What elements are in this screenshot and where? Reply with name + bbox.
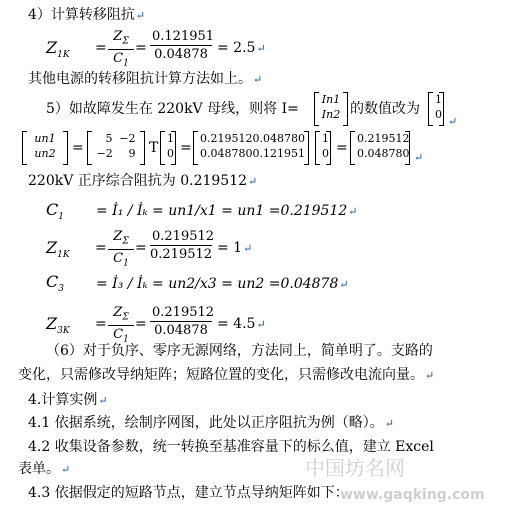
matrix-admittance: 5 −2 −2 9 [87,131,145,165]
section-4-3: 4.3 依据假定的短路节点，建立节点导纳矩阵如下： [28,485,349,501]
vector-un: un1 un2 [22,131,68,165]
vector-new: 1 0 [428,92,444,126]
equals-sign: = [95,40,107,56]
equals-sign: = [95,240,107,256]
section-4-heading: 4）计算转移阻抗↵ [28,7,146,23]
transpose-mark: T [149,140,159,156]
vector-unit-2: 1 0 [315,131,331,165]
formula-lhs: $Z_{1K}$ [46,38,70,61]
section-5-text-b: 的数值改为 [350,101,420,117]
formula-result: = 4.5↵ [217,316,266,332]
formula-rhs: = İ₃ / İₖ = un2/x3 = un2 =0.04878↵ [96,276,349,292]
formula-lhs: $C_3$ [46,272,64,295]
section-4-1: 4.1 依据系统，绘制序网图，此处以正序阻抗为例（略）。↵ [28,415,394,431]
equals-sign: = [135,240,147,256]
fraction-symbolic: $Z_\Sigma$ $C_1$ [108,230,134,268]
vector-result: 0.219512 0.048780 [350,131,410,165]
paragraph-220kv: 220kV 正序综合阻抗为 0.219512↵ [28,173,258,189]
watermark-url: www.gaqking.com [340,487,485,503]
vector-In: In1 In2 [314,92,348,126]
fraction-numeric: 0.219512 0.219512 [150,229,215,262]
fraction-numeric: 0.219512 0.04878 [152,305,215,338]
heading-calc-example: 4.计算实例↵ [28,392,108,408]
equals-sign: = [72,140,84,156]
fraction-numeric: 0.121951 0.04878 [152,29,215,62]
equals-sign: = [180,140,192,156]
section-5-text-a: 5）如故障发生在 220kV 母线，则将 I= [46,101,299,117]
formula-rhs: = İ₁ / İₖ = un1/x1 = un1 =0.219512↵ [96,203,358,219]
fraction-symbolic: $Z_\Sigma$ $C_1$ [108,306,134,344]
paragraph-6-line2: 变化，只需修改导纳矩阵；短路位置的变化，只需修改电流向量。↵ [18,367,435,383]
equals-sign: = [336,140,348,156]
equals-sign: = [135,316,147,332]
vector-unit-1: 1 0 [160,131,176,165]
section-4-2-line2: 表单。↵ [18,461,71,477]
equals-sign: = [135,40,147,56]
equals-sign: = [95,316,107,332]
formula-result: = 1↵ [217,240,253,256]
paragraph-6-line1: （6）对于负序、零序无源网络，方法同上，简单明了。支路的 [46,343,433,359]
formula-lhs: $Z_{1K}$ [46,238,70,261]
watermark-cn: 中国坊名网 [305,456,405,480]
paragraph-other-sources: 其他电源的转移阻抗计算方法如上。↵ [28,71,263,87]
formula-result: = 2.5↵ [217,40,266,56]
fraction-symbolic: $Z_\Sigma$ $C_1$ [108,30,134,68]
matrix-impedance: 0.219512 0.048780 0.048780 0.121951 [193,131,309,165]
section-4-2-line1: 4.2 收集设备参数，统一转换至基准容量下的标么值，建立 Excel [28,439,434,455]
formula-lhs: $Z_{3K}$ [46,314,70,337]
formula-lhs: $C_1$ [46,200,64,223]
